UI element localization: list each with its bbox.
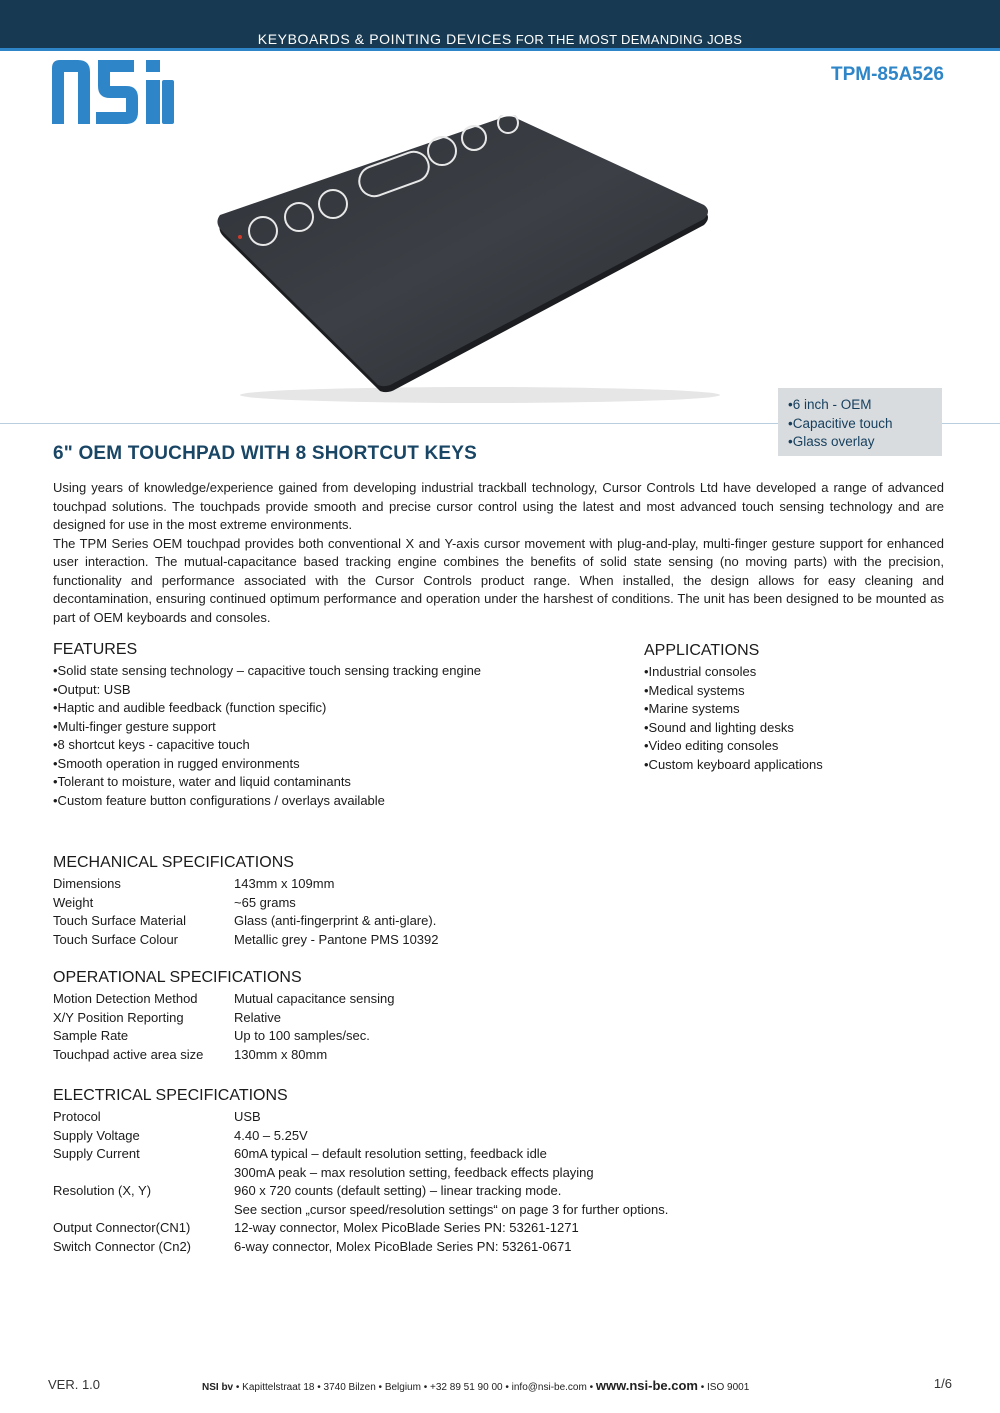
electrical-specs — [53, 1087, 943, 1256]
spec-row — [53, 931, 943, 950]
operational-specs — [53, 969, 943, 1064]
website-link[interactable]: www.nsi-be.com — [595, 1378, 698, 1393]
spec-value: 143mm x 109mm — [234, 876, 335, 891]
spec-row — [53, 1108, 943, 1127]
spec-value: 4.40 – 5.25V — [234, 1127, 308, 1143]
features-list — [53, 662, 613, 810]
spec-value: USB — [234, 1109, 261, 1124]
electrical-heading: ELECTRICAL SPECIFICATIONS — [53, 1087, 288, 1104]
spec-value: Glass (anti-fingerprint & anti-glare). — [234, 913, 437, 928]
intro-text — [53, 479, 944, 627]
applications-list — [644, 663, 944, 774]
features-section — [53, 641, 613, 810]
spec-label — [53, 1164, 234, 1183]
list-item: •Medical systems — [644, 682, 745, 698]
applications-heading: APPLICATIONS — [644, 642, 760, 659]
spec-label: Sample Rate — [53, 1028, 129, 1043]
spec-row — [53, 1238, 943, 1257]
applications-section — [644, 642, 944, 774]
spec-label: Switch Connector (Cn2) — [53, 1238, 191, 1254]
spec-label: Protocol — [53, 1109, 101, 1124]
spec-row — [53, 1027, 943, 1046]
intro-paragraph: Using years of knowledge/experience gained from developing industrial trackball technology, Cursor Controls Ltd have developed a range of advanced touchpad solutions. The touchpads provide smooth and precise cursor control using the latest and most advanced touch sensing technology and are designed for use in the most extreme environments. — [53, 480, 944, 532]
spec-row — [53, 1164, 943, 1183]
header-bar — [0, 0, 1000, 51]
spec-value: Relative — [234, 1009, 281, 1025]
list-item: •Smooth operation in rugged environments — [53, 755, 300, 771]
spec-label: Weight — [53, 894, 94, 910]
spec-value: ~65 grams — [234, 894, 296, 910]
iso-text: • ISO 9001 — [697, 1382, 750, 1393]
list-item: •Solid state sensing technology – capacitive touch sensing tracking engine — [53, 663, 482, 678]
spec-value: Metallic grey - Pantone PMS 10392 — [234, 931, 439, 947]
spec-row — [53, 1009, 943, 1028]
spec-label — [53, 1201, 234, 1220]
list-item: •Haptic and audible feedback (function specific) — [53, 700, 327, 715]
list-item: •Multi-finger gesture support — [53, 718, 216, 734]
spec-label: Touch Surface Material — [53, 913, 186, 928]
spec-value: Mutual capacitance sensing — [234, 991, 395, 1006]
spec-value: 300mA peak – max resolution setting, feedback effects playing — [234, 1164, 594, 1180]
key-feature: •Capacitive touch — [788, 415, 893, 431]
footer-address — [202, 1378, 749, 1393]
list-item: •Output: USB — [53, 681, 131, 697]
spec-value: See section „cursor speed/resolution settings“ on page 3 for further options. — [234, 1201, 669, 1217]
spec-label: X/Y Position Reporting — [53, 1009, 184, 1025]
spec-row — [53, 1145, 943, 1164]
spec-row — [53, 1046, 943, 1065]
company-name: NSI bv — [202, 1382, 234, 1393]
spec-label: Resolution (X, Y) — [53, 1183, 152, 1198]
spec-label: Motion Detection Method — [53, 991, 198, 1006]
mechanical-heading: MECHANICAL SPECIFICATIONS — [53, 854, 294, 871]
list-item: •Marine systems — [644, 701, 740, 716]
spec-row — [53, 894, 943, 913]
key-feature: •6 inch - OEM — [788, 397, 872, 412]
spec-value: 60mA typical – default resolution setting, feedback idle — [234, 1146, 547, 1161]
spec-label: Supply Voltage — [53, 1127, 140, 1143]
spec-label: Supply Current — [53, 1146, 140, 1161]
list-item: •Industrial consoles — [644, 664, 757, 679]
spec-row — [53, 1201, 943, 1220]
list-item: •Tolerant to moisture, water and liquid contaminants — [53, 774, 351, 789]
spec-label: Dimensions — [53, 876, 121, 891]
spec-row — [53, 990, 943, 1009]
spec-label: Touchpad active area size — [53, 1046, 204, 1062]
key-features-box — [778, 388, 942, 456]
spec-row — [53, 1127, 943, 1146]
key-feature: •Glass overlay — [788, 434, 875, 449]
page-number: 1/6 — [933, 1376, 952, 1391]
touchpad-product-image — [210, 115, 720, 405]
spec-value: Up to 100 samples/sec. — [234, 1028, 370, 1043]
spec-row — [53, 1219, 943, 1238]
spec-value: 130mm x 80mm — [234, 1046, 328, 1062]
spec-label: Touch Surface Colour — [53, 931, 179, 947]
intro-paragraph: The TPM Series OEM touchpad provides both conventional X and Y-axis cursor movement with plug-and-play, multi-finger gesture support for enhanced user interaction. The mutual-capacitance based tracking engine combines the benefits of solid state sensing (no moving parts) with the precision, functionality and performance associated with the Cursor Controls product range. When installed, the design allows for easy cleaning and decontamination, ensuring continued optimum performance and operation under the harshest of conditions. The unit has been designed to be mounted as part of OEM keyboards and consoles. — [53, 535, 944, 625]
list-item: •8 shortcut keys - capacitive touch — [53, 737, 250, 752]
header-tagline: KEYBOARDS & POINTING DEVICES FOR THE MOST DEMANDING JOBS — [257, 31, 743, 47]
spec-row — [53, 1182, 943, 1201]
spec-value: 6-way connector, Molex PicoBlade Series PN: 53261-0671 — [234, 1238, 572, 1254]
spec-value: 12-way connector, Molex PicoBlade Series PN: 53261-1271 — [234, 1220, 579, 1235]
spec-row — [53, 912, 943, 931]
address-text: • Kapittelstraat 18 • 3740 Bilzen • Belgium • +32 89 51 90 00 • info@nsi-be.com • — [233, 1382, 596, 1393]
page-title: 6" OEM TOUCHPAD WITH 8 SHORTCUT KEYS — [53, 443, 478, 464]
list-item: •Custom feature button configurations / overlays available — [53, 792, 385, 808]
version-label: VER. 1.0 — [48, 1377, 101, 1392]
nsi-logo — [50, 58, 176, 124]
list-item: •Custom keyboard applications — [644, 756, 823, 772]
spec-label: Output Connector(CN1) — [53, 1220, 191, 1235]
mechanical-specs — [53, 854, 943, 949]
operational-heading: OPERATIONAL SPECIFICATIONS — [53, 969, 302, 986]
model-number: TPM-85A526 — [831, 64, 944, 85]
list-item: •Sound and lighting desks — [644, 719, 794, 735]
spec-value: 960 x 720 counts (default setting) – linear tracking mode. — [234, 1183, 562, 1198]
features-heading: FEATURES — [53, 641, 138, 658]
list-item: •Video editing consoles — [644, 738, 779, 753]
spec-row — [53, 875, 943, 894]
